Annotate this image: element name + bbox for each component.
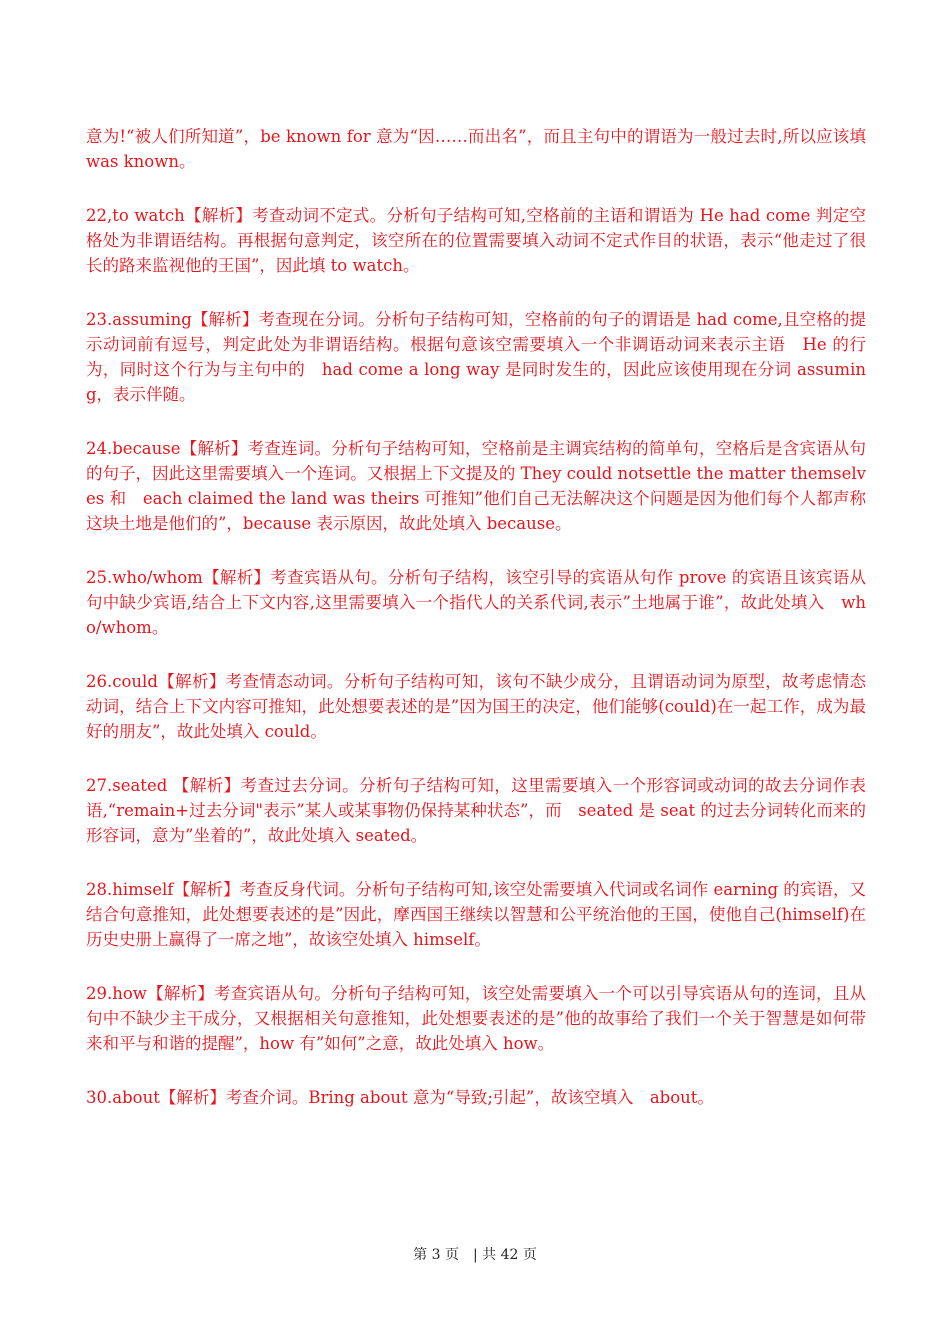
answer-paragraph-29: 29.how【解析】考查宾语从句。分析句子结构可知，该空处需要填入一个可以引导宾语从句的连词，且从句中不缺少主干成分，又根据相关句意推知，此处想要表述的是”他的故事给了我们一个关于智慧是如何带来和平与和谐的提醒”，how 有”如何”之意，故此处填入 how。 (86, 984, 866, 1053)
answer-paragraph-23: 23.assuming【解析】考查现在分词。分析句子结构可知，空格前的句子的谓语是 had come,且空格的提示动词前有逗号，判定此处为非谓语结构。根据句意该空需要填入一个非调语动词来表示主语 He 的行为，同时这个行为与主句中的 had come a long way 是同时发生的，因此应该使用现在分词 assuming，表示伴随。 (86, 310, 866, 404)
answer-paragraph-26: 26.could【解析】考查情态动词。分析句子结构可知，该句不缺少成分，且谓语动词为原型，故考虑情态动词，结合上下文内容可推知，此处想要表述的是”因为国王的决定，他们能够(could)在一起工作，成为最好的朋友”，故此处填入 could。 (86, 672, 866, 741)
document-body (86, 124, 883, 1139)
answer-paragraph-continuation: 意为!“被人们所知道”，be known for 意为“因……而出名”，而且主句中的谓语为一般过去时,所以应该填 was known。 (86, 127, 883, 171)
answer-paragraph-24: 24.because【解析】考查连词。分析句子结构可知，空格前是主调宾结构的简单句，空格后是含宾语从句的句子，因此这里需要填入一个连词。又根据上下文提及的 They could notsettle the matter themselves 和 each claimed the land was theirs 可推知”他们自己无法解决这个问题是因为他们每个人都声称这块土地是他们的”，because 表示原因，故此处填入 because。 (86, 439, 866, 533)
answer-paragraph-22: 22,to watch【解析】考查动词不定式。分析句子结构可知,空格前的主语和谓语为 He had come 判定空格处为非谓语结构。再根据句意判定，该空所在的位置需要填入动词不定式作目的状语，表示“他走过了很长的路来监视他的王国”，因此填 to watch。 (86, 206, 866, 275)
answer-paragraph-30: 30.about【解析】考查介词。Bring about 意为“导致;引起”，故该空填入 about。 (86, 1088, 714, 1107)
answer-paragraph-28: 28.himself【解析】考查反身代词。分析句子结构可知,该空处需要填入代词或名词作 earning 的宾语，又结合句意推知，此处想要表述的是”因此，摩西国王继续以智慧和公平统治他的王国，使他自己(himself)在历史史册上赢得了一席之地”，故该空处填入 himself。 (86, 880, 866, 949)
answer-paragraph-27: 27.seated 【解析】考查过去分词。分析句子结构可知，这里需要填入一个形容词或动词的故去分词作表语,“remain+过去分词"表示”某人或某事物仍保持某种状态”，而 seated 是 seat 的过去分词转化而来的形容词，意为”坐着的”，故此处填入 seated。 (86, 776, 866, 845)
page-footer: 第 3 页 | 共 42 页 (413, 1247, 537, 1263)
answer-paragraph-25: 25.who/whom【解析】考查宾语从句。分析句子结构，该空引导的宾语从句作 prove 的宾语且该宾语从句中缺少宾语,结合上下文内容,这里需要填入一个指代人的关系代词,表示”土地属于谁”，故此处填入 who/whom。 (86, 568, 866, 637)
